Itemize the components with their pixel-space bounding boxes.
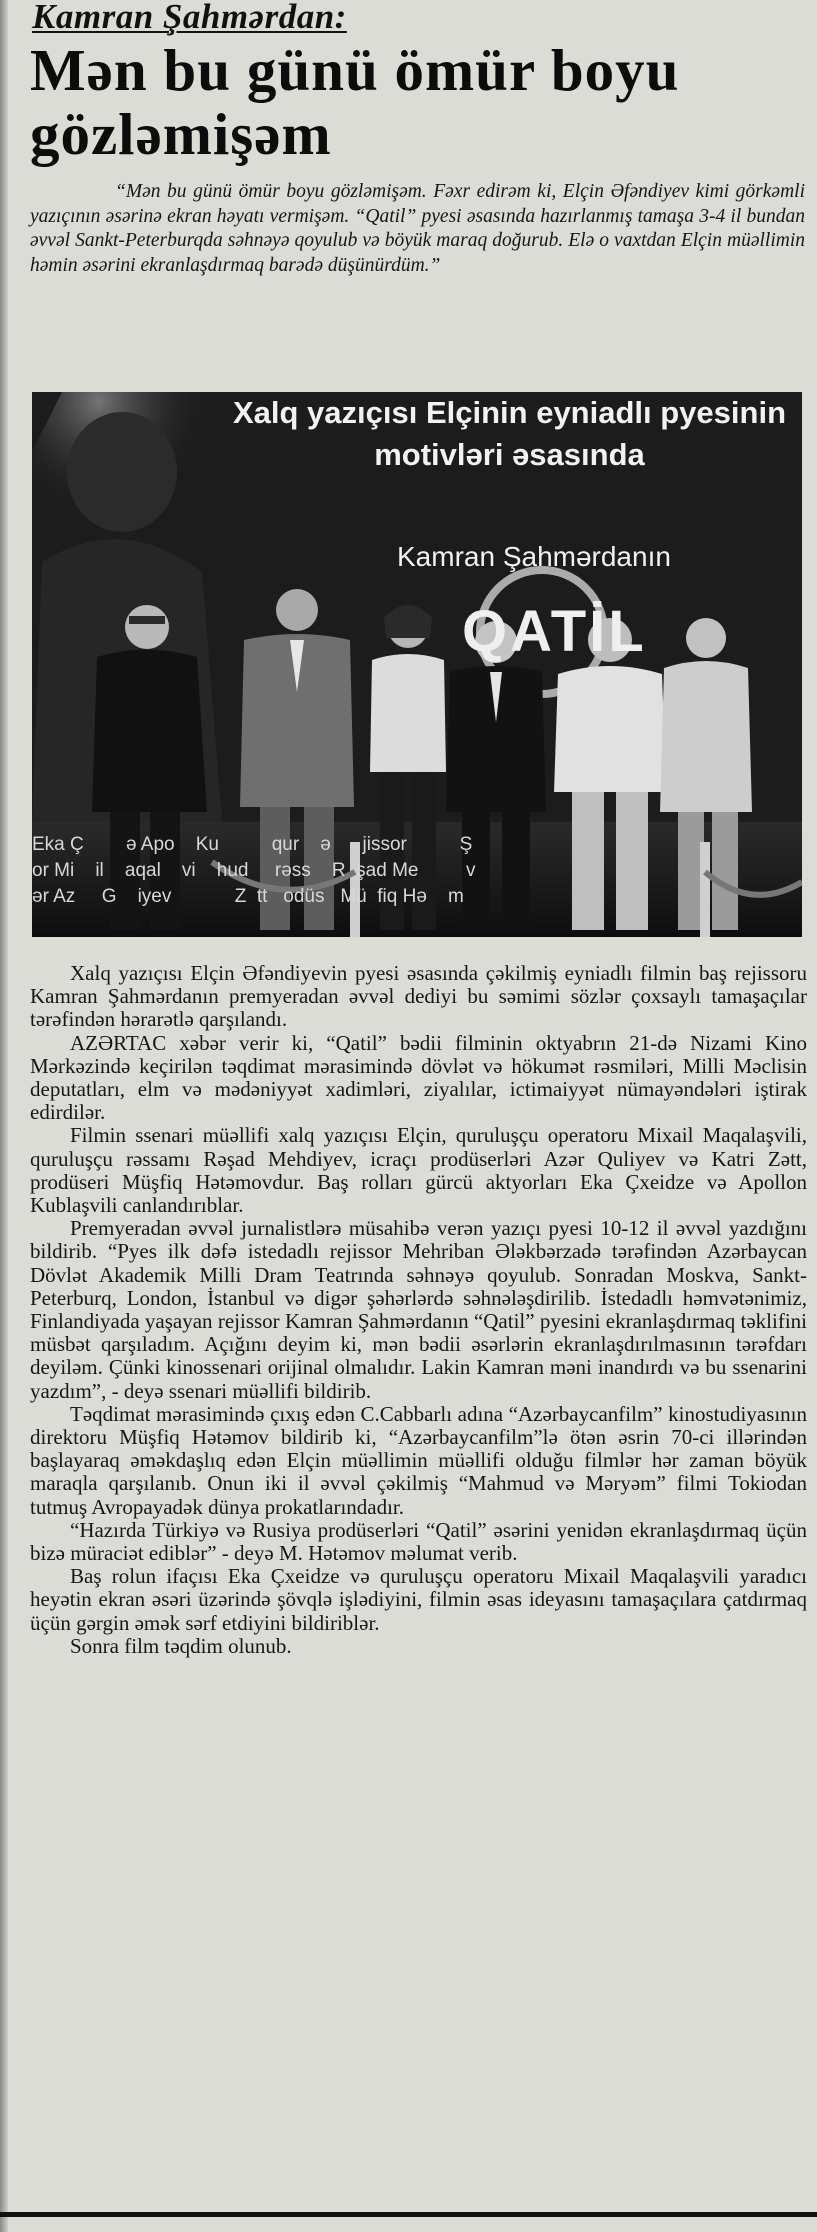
paragraph: AZƏRTAC xəbər verir ki, “Qatil” bədii filminin oktyabrın 21-də Nizami Kino Mərkəzində keçirilən təqdimat mərasimində dövlət və hökumət rəsmiləri, Milli Məclisin deputatları, elm və mədəniyyət xadimləri, ziyalılar, ictimaiyyət nümayəndələri iştirak edirdilər. (30, 1030, 807, 1125)
paragraph: Təqdimat mərasimində çıxış edən C.Cabbarlı adına “Azərbaycanfilm” kinostudiyasının direktoru Müşfiq Hətəmov bildirib ki, “Azərbaycanfilm”lə ötən əsrin 70-ci illərindən başlayaraq əməkdaşlıq edən Elçin müəllimin müəllifi olduğu filmlər hər zaman böyük maraqla qarşılanıb. Onun iki il əvvəl çəkilmiş “Mahmud və Məryəm” filmi Tokiodan tutmuş Avropayadək dünya prokatlarındadır. (30, 1401, 807, 1519)
paragraph: Filmin ssenari müəllifi xalq yazıçısı Elçin, quruluşçu operatoru Mixail Maqalaşvili, quruluşçu rəssamı Rəşad Mehdiyev, icraçı prodüserləri Azər Quliyev və Katri Zətt, prodüseri Müşfiq Hətəmovdur. Baş rolları gürcü aktyorları Eka Çxeidze və Apollon Kublaşvili canlandırıblar. (30, 1123, 807, 1218)
film-logo: QATİL (462, 599, 647, 664)
paragraph: Sonra film təqdim olunub. (70, 1633, 292, 1658)
banner-credits (32, 832, 802, 910)
paragraph: Xalq yazıçısı Elçin Əfəndiyevin pyesi əsasında çəkilmiş eyniadlı filmin baş rejissoru Kamran Şahmərdanın premyeradan əvvəl dediyi bu səmimi sözlər çoxsaylı tamaşaçılar tərəfindən hərarətlə qarşılandı. (30, 961, 807, 1032)
paragraph: “Hazırda Türkiyə və Rusiya prodüserləri “Qatil” əsərini yenidən ekranlaşdırmaq üçün bizə müraciət ediblər” - deyə M. Hətəmov məlumat verib. (30, 1517, 807, 1566)
paragraph: Premyeradan əvvəl jurnalistlərə müsahibə verən yazıçı pyesi 10-12 il əvvəl yazdığını bildirib. “Pyes ilk dəfə istedadlı rejissor Mehriban Ələkbərzadə tərəfindən Azərbaycan Dövlət Akademik Milli Dram Teatrında səhnəyə qoyulub. Sonradan Moskva, Sankt-Peterburq, London, İstanbul və digər şəhərlərdə səhnələşdirilib. İstedadlı həmvətənimiz, Finlandiyada yaşayan rejissor Kamran Şahmərdanın “Qatil” pyesini ekranlaşdırmaq təklifini müsbət qarşıladım. Açığını deyim ki, mən bədii əsərlərin ekranlaşdırılmasının tərəfdarı deyiləm. Çünki kinossenari orijinal olmalıdır. Lakin Kamran məni inandırdı və bu ssenarini yazdım”, - deyə ssenari müəllifi bildirib. (30, 1216, 807, 1403)
poster-silhouette-head (67, 412, 177, 532)
paragraph: Baş rolun ifaçısı Eka Çxeidze və quruluşçu operatoru Mixail Maqalaşvili yaradıcı heyətin ekran əsəri üzərində şövqlə işlədiyini, filmin əsas ideyasını tamaşaçılara çatdırmaq üçün gərgin əmək sərf etdiyini bildiriblər. (30, 1564, 807, 1635)
credits-line: ər Az G iyev Z tt odüs Mü fiq Hə m (32, 886, 464, 907)
banner-line-2: motivləri əsasında (374, 437, 645, 472)
credits-line: Eka Ç ə Apo Ku qur ə jissor Ş (32, 834, 473, 855)
banner-line-1: Xalq yazıçısı Elçinin eyniadlı pyesinin (232, 395, 787, 430)
headline: Mən bu günü ömür boyu gözləmişəm (30, 37, 680, 167)
author-byline: Kamran Şahmərdan: (32, 0, 347, 36)
banner-caption-top (217, 392, 802, 476)
article-body (30, 962, 807, 1658)
credits-line: or Mi il aqal vi hud rəss R şad Me v (32, 860, 476, 881)
banner-director-name: Kamran Şahmərdanın (397, 541, 671, 572)
lead-quote: “Mən bu günü ömür boyu gözləmişəm. Fəxr edirəm ki, Elçin Əfəndiyev kimi görkəmli yazıçının əsərinə ekran həyatı vermişəm. “Qatil” pyesi əsasında hazırlanmış tamaşa 3-4 il bundan əvvəl Sankt-Peterburqda səhnəyə qoyulub və böyük maraq doğurub. Elə o vaxtdan Elçin müəllimin həmin əsərini ekranlaşdırmaq barədə düşünürdüm.” (30, 181, 805, 276)
bottom-rule (0, 2212, 817, 2217)
premiere-photo (32, 392, 802, 937)
